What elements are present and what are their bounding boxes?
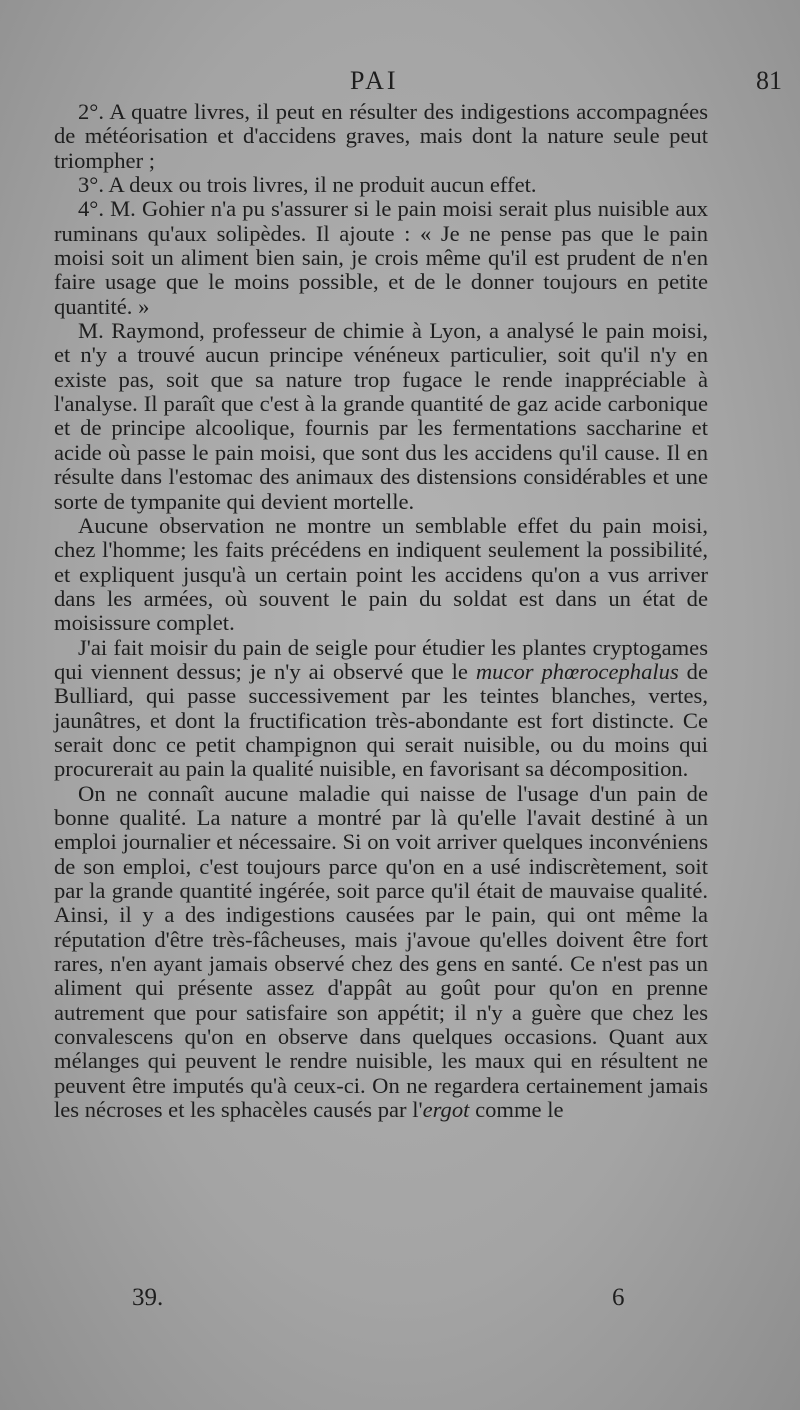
- text-run: 3°. A deux ou trois livres, il ne produit aucun effet.: [78, 172, 537, 198]
- signature-mark: 39.: [132, 1284, 164, 1311]
- paragraph: [54, 782, 708, 1123]
- text-run: 2°. A quatre livres, il peut en résulter des indigestions accompagnées de météorisation et d'accidens graves, mais dont la nature seule peut triompher ;: [54, 99, 708, 173]
- paragraph: [54, 173, 708, 197]
- paragraph: [54, 636, 708, 782]
- text-run: J'ai fait moisir du pain de seigle pour étudier les plantes cryptogames qui viennent dessus; je n'y ai observé que le: [54, 634, 708, 684]
- text-run: Aucune observation ne montre un semblable effet du pain moisi, chez l'homme; les faits précédens en indiquent seulement la possibilité, et expliquent jusqu'à un certain point les accidens qu'on a vus arriver dans les armées, où souvent le pain du soldat est dans un état de moisissure complet.: [54, 512, 708, 636]
- text-run: On ne connaît aucune maladie qui naisse de l'usage d'un pain de bonne qualité. La nature a montré par là qu'elle l'avait destiné à un emploi journalier et nécessaire. Si on voit arriver quelques inconvéniens de son emploi, c'est toujours parce qu'on en a usé indiscrètement, soit par la grande quantité ingérée, soit parce qu'il était de mauvaise qualité. Ainsi, il y a des indigestions causées par le pain, qui ont même la réputation d'être très-fâcheuses, mais j'avoue qu'elles doivent être fort rares, n'en ayant jamais observé chez des gens en santé. Ce n'est pas un aliment qui présente assez d'appât au goût pour qu'on en prenne autrement que pour satisfaire son appétit; il n'y a guère que chez les convalescens qu'on en observe dans quelques occasions. Quant aux mélanges qui peuvent le rendre nuisible, les maux qui en résultent ne peuvent être imputés qu'à ceux-ci. On ne regardera certainement jamais les nécroses et les sphacèles causés par l': [54, 780, 708, 1123]
- paragraph: [54, 514, 708, 636]
- text-run: 4°. M. Gohier n'a pu s'assurer si le pain moisi serait plus nuisible aux ruminans qu'aux solipèdes. Il ajoute : « Je ne pense pas que le pain moisi soit un aliment bien sain, je crois même qu'il est prudent de n'en faire usage que le moins possible, et de le donner toujours en petite quantité. »: [54, 196, 708, 319]
- running-head: PAI: [350, 66, 399, 95]
- paragraph: [54, 100, 708, 173]
- text-run: M. Raymond, professeur de chimie à Lyon, a analysé le pain moisi, et n'y a trouvé aucun principe vénéneux particulier, soit qu'il n'y en existe pas, soit que sa nature trop fugace le rende inappréciable à l'analyse. Il paraît que c'est à la grande quantité de gaz acide carbonique et de principe alcoolique, fournis par les fermentations saccharine et acide où passe le pain moisi, que sont dus les accidens qu'il cause. Il en résulte dans l'estomac des animaux des distensions considérables et une sorte de tympanite qui devient mortelle.: [54, 318, 708, 514]
- paragraph: [54, 197, 708, 319]
- paragraph: [54, 319, 708, 514]
- page-number: 81: [756, 66, 782, 95]
- gathering-mark: 6: [612, 1284, 625, 1311]
- text-run: de Bulliard, qui passe successivement par les teintes blanches, vertes, jaunâtres, et dont la fructification très-abondante est fort distincte. Ce serait donc ce petit champignon qui serait nuisible, ou du moins qui procurerait au pain la qualité nuisible, en favorisant sa décomposition.: [54, 658, 709, 782]
- italic-term: ergot: [422, 1097, 470, 1123]
- italic-term: mucor phœrocephalus: [475, 658, 679, 684]
- text-run: comme le: [469, 1097, 564, 1123]
- body-text: [54, 100, 708, 1122]
- page-footer: [0, 1284, 800, 1318]
